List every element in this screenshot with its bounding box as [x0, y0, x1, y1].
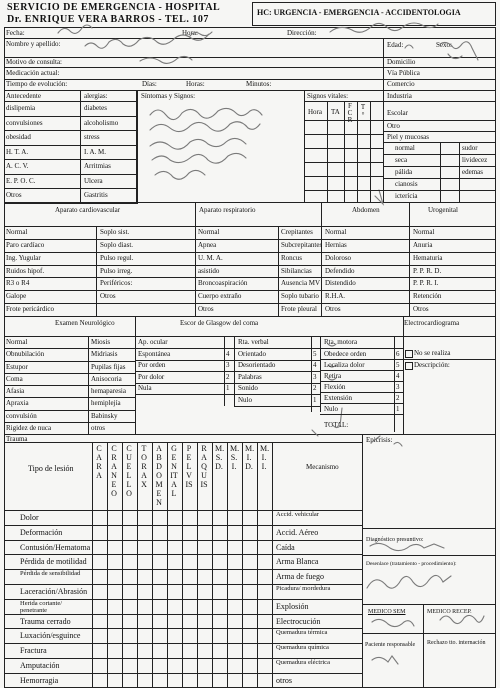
trauma-zone-header: M.S.D.	[215, 444, 225, 471]
exam-row-line	[4, 277, 496, 278]
glasgow-row-line	[320, 392, 403, 393]
trauma-zone-header: RAQUIS	[200, 444, 208, 489]
resp-item: Normal	[198, 228, 220, 236]
ecg-checkbox[interactable]	[405, 362, 413, 370]
piel-row-line	[383, 154, 496, 155]
resp-item: Broncoaspiración	[198, 279, 248, 288]
glasgow-ocular-item: Por orden	[138, 361, 166, 369]
trauma-row-line	[4, 554, 362, 555]
signos-vitales-label: Signos vitales:	[307, 92, 349, 100]
glasgow-motora-score: 6	[396, 349, 400, 358]
epicrisis-label: Epicrisis:	[366, 436, 393, 444]
lugar-industria: Industria	[387, 92, 412, 100]
glasgow-motora-header: Rta. motora	[324, 338, 358, 346]
trauma-zone-line	[257, 442, 258, 688]
neuro-item: Estupor	[6, 362, 28, 371]
urogenital-title: Urogenital	[428, 206, 458, 214]
trauma-zone-line	[182, 442, 183, 688]
glasgow-row-line	[320, 414, 403, 415]
trauma-zone-header: CUELLO	[126, 444, 132, 498]
neuro-title: Examen Neurológico	[55, 319, 115, 327]
cardio-item: Otros	[100, 292, 116, 301]
glasgow-motora-score: 5	[396, 360, 400, 369]
trauma-zone-line	[197, 442, 198, 688]
glasgow-verbal-score: 5	[313, 349, 317, 358]
cardio-item: Frote pericárdico	[6, 305, 55, 314]
trauma-mecanismo-item: Picadura/ mordedura	[276, 585, 331, 592]
trauma-lesion-label: Amputación	[20, 661, 60, 670]
glasgow-motora-item: Retira	[324, 371, 342, 380]
sv-col-hora: Hora	[308, 108, 322, 116]
trauma-lesion-label: Luxación/esguince	[20, 631, 81, 641]
resp-item: Cuerpo extraño	[198, 292, 242, 301]
direccion-label: Dirección:	[287, 29, 317, 37]
exam-row-line	[4, 303, 496, 304]
glasgow-total-label: TOTAL:	[324, 421, 349, 429]
trauma-row-line	[4, 525, 362, 526]
comercio-label: Comercio	[387, 80, 415, 88]
glasgow-motora-item: Extensión	[324, 393, 352, 402]
trauma-zone-line	[152, 442, 153, 688]
abdomen-title: Abdomen	[352, 206, 380, 214]
resp-item: Otros	[198, 305, 214, 314]
trauma-lesion-label: Deformación	[20, 527, 63, 537]
glasgow-motora-score: 4	[396, 371, 400, 380]
trauma-zone-header: M.S.I.	[230, 444, 240, 471]
domicilio-label: Domicilio	[387, 58, 416, 66]
exam-row-line	[4, 290, 496, 291]
neuro-row-line	[4, 361, 135, 362]
cardio-item: Periféricos:	[100, 279, 133, 288]
glasgow-motora-item: Localiza dolor	[324, 360, 365, 369]
trauma-zone-line	[167, 442, 168, 688]
urogenital-item: Retención	[413, 292, 442, 301]
glasgow-verbal-header: Rta. verbal	[238, 338, 269, 346]
via-publica-label: Vía Pública	[387, 69, 420, 77]
neuro-item: hemaparesia	[91, 387, 126, 395]
glasgow-row-line	[320, 381, 403, 382]
neuro-item: Babinsky	[91, 411, 118, 420]
cardio-item: R3 o R4	[6, 279, 30, 288]
cardio-item: Soplo sist.	[100, 228, 130, 236]
trauma-zone-line	[227, 442, 228, 688]
antecedentes-row-line	[4, 174, 136, 175]
glasgow-verbal-score: 3	[313, 372, 317, 381]
neuro-row-line	[4, 348, 135, 349]
horas-label: Horas:	[186, 80, 205, 88]
cardio-item: Ruidos hipof.	[6, 266, 45, 275]
glasgow-row-line	[320, 359, 403, 360]
nombre-label: Nombre y apellido:	[6, 40, 61, 48]
antecedente-item: Ulcera	[84, 176, 103, 185]
trauma-lesion-label: Pérdida de sensibilidad	[20, 570, 81, 578]
urogenital-item: Hematuria	[413, 253, 443, 262]
antecedentes-row-line	[4, 101, 136, 102]
neuro-item: Coma	[6, 374, 23, 383]
glasgow-verbal-item: Desorientado	[238, 361, 276, 369]
abdomen-item: Distendido	[325, 279, 356, 288]
resp-item: Crepitantes	[281, 228, 313, 236]
neuro-row-line	[4, 397, 135, 398]
glasgow-motora-item: Flexión	[324, 382, 346, 391]
glasgow-ocular-item: Nula	[138, 384, 152, 392]
antecedente-item: Gastritis	[84, 191, 108, 199]
glasgow-row-line	[320, 403, 403, 404]
glasgow-ocular-score: 4	[226, 349, 230, 358]
trauma-lesion-label: Contusión/Hematoma	[20, 542, 91, 552]
glasgow-motora-item: Obedece orden	[324, 349, 367, 358]
cardio-item: Pulso regul.	[100, 253, 134, 262]
antecedente-item: A. C. V.	[6, 162, 29, 170]
paciente-responsable-label: Paciente responsable	[365, 642, 416, 648]
signos-vitales-row-line	[304, 190, 383, 191]
mecanismo-label: Mecanismo	[306, 463, 339, 471]
neuro-item: convulsión	[6, 411, 37, 420]
resp-item: Apnea	[198, 240, 217, 249]
trauma-zone-header: CARA	[96, 444, 102, 480]
signos-vitales-row-line	[304, 162, 383, 163]
trauma-lesion-label: Pérdida de motilidad	[20, 557, 87, 567]
trauma-mecanismo-item: Electrocución	[276, 616, 321, 626]
ecg-item: No se realiza	[414, 349, 451, 357]
minutos-label: Minutos:	[246, 80, 272, 88]
antecedente-item: stress	[84, 133, 100, 141]
trauma-mecanismo-item: Accid. Aéreo	[276, 527, 319, 537]
urogenital-item: Otros	[413, 305, 429, 314]
resp-item: U. M. A.	[198, 253, 223, 262]
medico-sem-label: MEDICO SEM	[368, 609, 406, 615]
glasgow-ocular-header: Ap. ocular	[138, 338, 168, 346]
trauma-zone-header: GENITAL	[170, 444, 178, 498]
trauma-mecanismo-item: otros	[276, 675, 292, 685]
trauma-zone-line	[212, 442, 213, 688]
abdomen-item: Defendido	[325, 266, 355, 275]
glasgow-row-line	[135, 371, 234, 372]
neuro-item: Normal	[6, 338, 28, 346]
signos-vitales-row-line	[304, 148, 383, 149]
piel-item: icterícia	[395, 192, 418, 200]
cardio-item: Paro cardíaco	[6, 240, 45, 249]
neuro-row-line	[4, 385, 135, 386]
resp-item: Frote pleural	[281, 305, 317, 314]
ecg-item: Descripción:	[414, 361, 450, 369]
cardio-title: Aparato cardiovascular	[55, 206, 121, 214]
neuro-item: Apraxia	[6, 399, 29, 408]
abdomen-item: R.H.A.	[325, 292, 346, 301]
medico-recep-label: MEDICO RECEP.	[427, 609, 472, 615]
neuro-item: Obnubilación	[6, 350, 45, 359]
trauma-zone-header: ABDOMEN	[155, 444, 163, 507]
antecedentes-row-line	[4, 130, 136, 131]
tiempo-label: Tiempo de evolución:	[6, 80, 68, 88]
glasgow-title: Escor de Glasgow del coma	[180, 319, 259, 327]
cardio-item: Pulso irreg.	[100, 266, 133, 275]
glasgow-verbal-score: 2	[313, 384, 317, 392]
abdomen-item: Normal	[325, 228, 347, 236]
neuro-item: Midriasis	[91, 350, 118, 359]
antecedente-item: E. P. O. C.	[6, 176, 36, 185]
trauma-mecanismo-item: Explosión	[276, 601, 309, 611]
urogenital-item: Normal	[413, 228, 435, 236]
sv-col-t: T °	[360, 103, 366, 119]
cardio-item: Galope	[6, 292, 27, 301]
glasgow-verbal-item: Sonido	[238, 384, 258, 392]
medicacion-label: Medicación actual:	[6, 69, 60, 77]
glasgow-motora-score: 3	[396, 382, 400, 391]
neuro-row-line	[4, 422, 135, 423]
neuro-item: hemiplejía	[91, 399, 121, 408]
neuro-item: Pupilas fijas	[91, 362, 126, 371]
urogenital-item: P. P. R. D.	[413, 266, 442, 275]
piel-item: lividecez	[462, 156, 488, 164]
abdomen-item: Otros	[325, 305, 341, 314]
trauma-row-line	[4, 540, 362, 541]
antecedente-item: diabetes	[84, 104, 107, 112]
dias-label: Días:	[142, 80, 157, 88]
glasgow-ocular-item: Por dolor	[138, 372, 165, 381]
glasgow-ocular-score: 2	[226, 372, 230, 381]
trauma-zone-header: CRANEO	[111, 444, 117, 498]
abdomen-item: Hernias	[325, 240, 347, 249]
neuro-row-line	[4, 410, 135, 411]
trauma-row-line	[4, 673, 362, 674]
trauma-zone-line	[272, 442, 273, 688]
abdomen-item: Doloroso	[325, 253, 352, 262]
resp-item: Ausencia MV	[281, 279, 321, 288]
exam-row-line	[4, 265, 496, 266]
ecg-row-line	[403, 359, 496, 360]
antecedentes-row-line	[4, 116, 136, 117]
glasgow-verbal-item: Orientado	[238, 349, 266, 358]
glasgow-row-line	[135, 394, 234, 395]
neuro-item: otros	[91, 423, 105, 432]
trauma-lesion-label: Fractura	[20, 646, 47, 656]
piel-item: pálida	[395, 168, 413, 176]
piel-item: cianosis	[395, 180, 418, 188]
trauma-mecanismo-item: Caída	[276, 542, 295, 552]
piel-item: sudor	[462, 144, 478, 152]
piel-item: normal	[395, 144, 415, 152]
resp-item: Subcrepitantes	[281, 240, 323, 249]
rechazo-label: Rechazo tto. internación	[427, 640, 486, 646]
glasgow-motora-item: Nulo	[324, 404, 338, 413]
antecedentes-row-line	[4, 159, 136, 160]
antecedente-header: Antecedente	[6, 92, 41, 100]
trauma-lesion-label: Hemorragia	[20, 675, 59, 685]
lugar-escolar: Escolar	[387, 109, 408, 117]
edad-label: Edad:	[387, 41, 404, 49]
piel-row-line	[383, 190, 496, 191]
trauma-mecanismo-item: Arma de fuego	[276, 572, 324, 582]
antecedente-item: convulsiones	[6, 118, 43, 127]
trauma-lesion-label: Dolor	[20, 513, 39, 522]
trauma-mecanismo-item: Quemadura química	[276, 644, 329, 652]
urogenital-item: Anuria	[413, 240, 433, 249]
trauma-zone-line	[242, 442, 243, 688]
antecedentes-row-line	[4, 145, 136, 146]
signos-vitales-row-line	[304, 176, 383, 177]
resp-item: Soplo tubario	[281, 292, 319, 301]
cardio-item: Normal	[6, 228, 28, 236]
exam-row-line	[4, 239, 496, 240]
ecg-title: Electrocardiograma	[404, 319, 460, 327]
trauma-lesion-label: Trauma cerrado	[20, 616, 71, 626]
trauma-zone-line	[107, 442, 108, 688]
antecedente-item: I. A. M.	[84, 147, 106, 156]
piel-label: Piel y mucosas	[387, 133, 429, 141]
hc-title: HC: URGENCIA - EMERGENCIA - ACCIDENTOLOGIA	[257, 8, 461, 17]
cardio-item: Ing. Yugular	[6, 253, 41, 262]
trauma-zone-header: PELVIS	[185, 444, 193, 489]
cardio-item: Soplo diast.	[100, 240, 134, 249]
resp-item: asistido	[198, 266, 220, 275]
glasgow-verbal-score: 4	[313, 361, 317, 369]
piel-row-line	[383, 166, 496, 167]
piel-row-line	[383, 178, 496, 179]
sexo-label: Sexo:	[436, 41, 452, 49]
neuro-item: Rigidez de nuca	[6, 423, 52, 432]
tipo-lesion-label: Tipo de lesión	[28, 464, 74, 473]
trauma-row-line	[4, 614, 362, 615]
neuro-row-line	[4, 373, 135, 374]
resp-title: Aparato respiratorio	[199, 206, 256, 214]
sv-col-ta: TA	[331, 108, 340, 116]
glasgow-row-line	[320, 370, 403, 371]
trauma-mecanismo-item: Accid. vehicular	[276, 511, 319, 518]
antecedente-item: Otros	[6, 191, 22, 199]
glasgow-row-line	[234, 406, 320, 407]
hospital-header-line2: Dr. ENRIQUE VERA BARROS - TEL. 107	[7, 14, 209, 25]
neuro-item: Anisocoria	[91, 374, 122, 383]
trauma-mecanismo-item: Quemadura eléctrica	[276, 659, 330, 666]
lugar-otro: Otro	[387, 122, 400, 130]
antecedente-item: obesidad	[6, 133, 31, 141]
diagnostico-label: Diagnóstico presuntivo:	[366, 537, 424, 543]
neuro-item: Afasia	[6, 387, 25, 395]
signos-vitales-row-line	[304, 134, 383, 135]
hora-label: Hora:	[182, 29, 198, 37]
urogenital-item: P. P. R. I.	[413, 279, 439, 288]
exam-row-line	[4, 252, 496, 253]
glasgow-row-line	[234, 371, 320, 372]
trauma-mecanismo-item: Quemadura térmica	[276, 629, 328, 637]
antecedente-item: alcoholismo	[84, 118, 119, 127]
glasgow-verbal-score: 1	[313, 395, 317, 404]
motivo-label: Motivo de consulta:	[6, 58, 62, 66]
trauma-lesion-label: Herida cortante/ penetrante	[20, 599, 63, 614]
piel-item: edemas	[462, 168, 483, 176]
fecha-label: Fecha:	[6, 29, 25, 37]
glasgow-verbal-item: Nulo	[238, 395, 252, 404]
glasgow-verbal-item: Palabras	[238, 372, 262, 381]
sintomas-label: Síntomas y Signos:	[141, 92, 196, 100]
antecedente-item: H. T. A.	[6, 147, 29, 156]
glasgow-ocular-item: Espontánea	[138, 349, 171, 358]
desenlace-label: Desenlace (tratamiento - procedimiento):	[366, 561, 457, 567]
glasgow-ocular-score: 1	[226, 384, 230, 392]
glasgow-motora-score: 1	[396, 404, 400, 413]
ecg-checkbox[interactable]	[405, 350, 413, 358]
antecedente-item: dislipemia	[6, 104, 36, 112]
trauma-zone-header: TORAX	[141, 444, 147, 489]
trauma-zone-line	[122, 442, 123, 688]
resp-item: Sibilancias	[281, 266, 312, 275]
trauma-zone-header: M.I.D.	[245, 444, 255, 471]
trauma-mecanismo-item: Arma Blanca	[276, 557, 319, 567]
signos-vitales-row-line	[304, 120, 383, 121]
trauma-zone-header: M.I.I.	[260, 444, 270, 471]
alergias-header: alergias:	[84, 92, 108, 100]
trauma-zone-line	[137, 442, 138, 688]
glasgow-row-line	[234, 394, 320, 395]
neuro-item: Miosis	[91, 338, 111, 346]
piel-item: seca	[395, 156, 408, 164]
glasgow-header-line	[135, 348, 403, 349]
resp-item: Roncus	[281, 253, 302, 262]
antecedentes-row-line	[4, 188, 136, 189]
sv-col-fcr: F C R	[347, 102, 353, 124]
glasgow-ocular-score: 3	[226, 361, 230, 369]
trauma-label: Trauma	[6, 435, 28, 443]
trauma-lesion-label: Laceración/Abrasión	[20, 587, 88, 596]
glasgow-motora-score: 2	[396, 393, 400, 402]
hospital-header-line1: SERVICIO DE EMERGENCIA - HOSPITAL	[7, 2, 221, 13]
antecedente-item: Arritmias	[84, 162, 111, 170]
